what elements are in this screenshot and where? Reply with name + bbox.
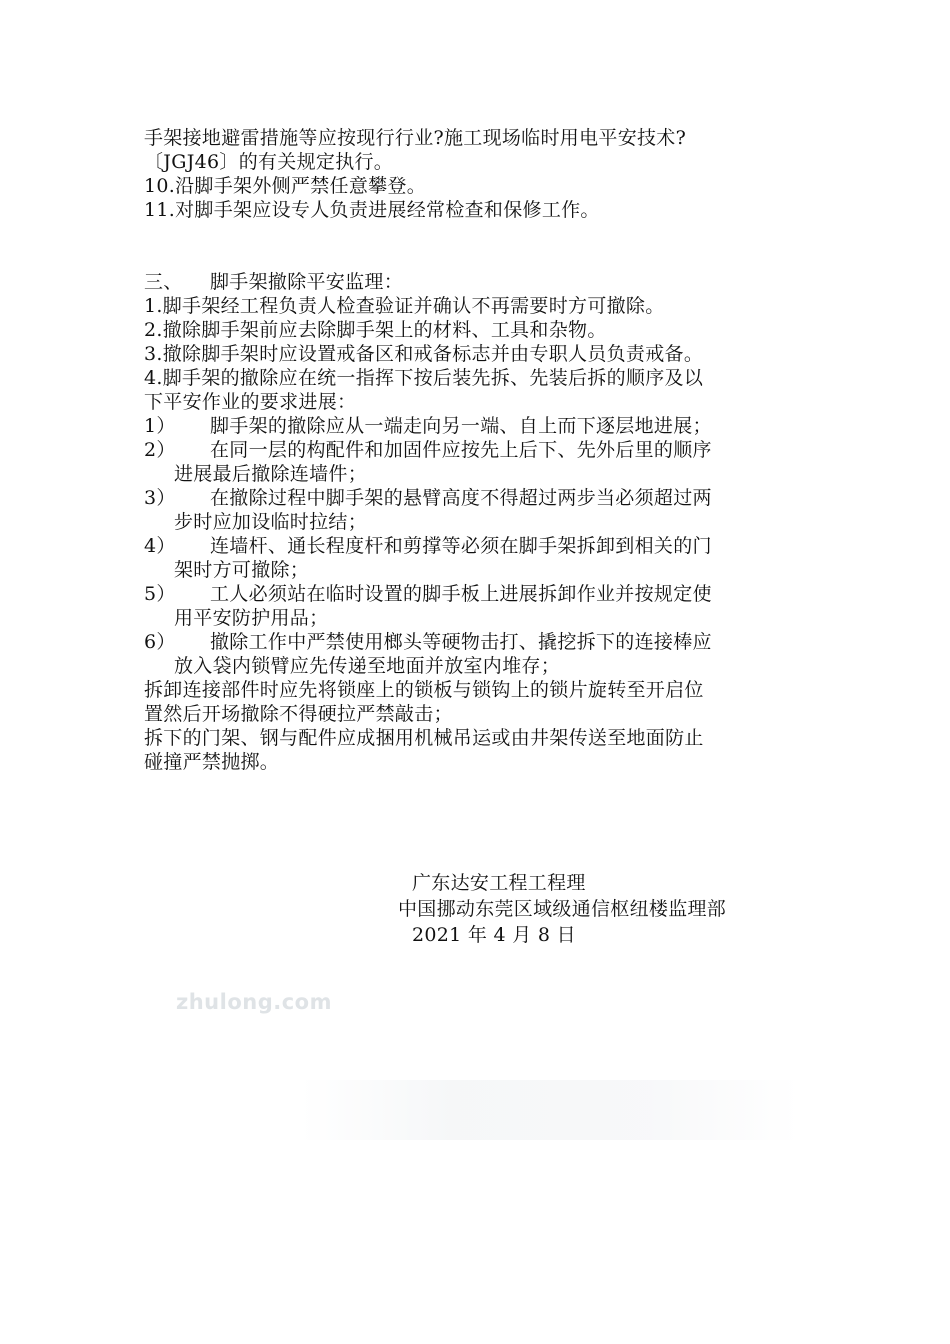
sub-item-number: 6） [144,631,176,653]
numbered-item: 4.脚手架的撤除应在统一指挥下按后装先拆、先装后拆的顺序及以 [144,367,704,389]
sub-item-continuation: 进展最后撤除连墙件； [174,463,368,485]
section-heading [144,270,814,294]
sub-item-number: 2） [144,439,176,461]
watermark-logo: zhulong.com [176,990,332,1014]
sub-item [144,582,814,606]
sub-item [144,486,814,510]
text-line: 拆卸连接部件时应先将锁座上的锁板与锁钩上的锁片旋转至开启位 [144,679,704,701]
text-line: 手架接地避雷措施等应按现行行业?施工现场临时用电平安技术? [144,127,687,149]
sub-item-continuation: 用平安防护用品； [174,607,329,629]
sub-item-text: 脚手架的撤除应从一端走向另一端、自上而下逐层地进展； [210,415,712,437]
sub-item-text: 工人必须站在临时设置的脚手板上进展拆卸作业并按规定使 [210,583,712,605]
signature-department: 中国挪动东莞区域级通信枢纽楼监理部 [398,898,727,920]
paragraph-gap [144,222,814,270]
sub-item-number: 5） [144,583,176,605]
sub-item [144,534,814,558]
document-body [144,126,814,774]
sub-item-continuation: 放入袋内锁臂应先传递至地面并放室内堆存； [174,655,561,677]
signature-block [398,870,726,948]
text-line: 〔JGJ46〕的有关规定执行。 [144,151,394,173]
text-line: 11.对脚手架应设专人负责进展经常检查和保修工作。 [144,199,600,221]
signature-date: 2021 年 4 月 8 日 [412,924,576,946]
sub-item-number: 3） [144,487,176,509]
sub-item-continuation: 架时方可撤除； [174,559,310,581]
numbered-item: 1.脚手架经工程负责人检查验证并确认不再需要时方可撤除。 [144,295,665,317]
sub-item-number: 4） [144,535,176,557]
section-number: 三、 [144,271,183,293]
numbered-item: 3.撤除脚手架时应设置戒备区和戒备标志并由专职人员负责戒备。 [144,343,704,365]
sub-item-text: 连墙杆、通长程度杆和剪撑等必须在脚手架拆卸到相关的门 [210,535,712,557]
numbered-item: 2.撤除脚手架前应去除脚手架上的材料、工具和杂物。 [144,319,607,341]
text-line: 置然后开场撤除不得硬拉严禁敲击； [144,703,453,725]
sub-item-number: 1） [144,415,176,437]
numbered-item-continuation: 下平安作业的要求进展： [144,391,357,413]
signature-company: 广东达安工程工程理 [412,872,586,894]
faint-watermark-band [300,1080,800,1140]
text-line: 10.沿脚手架外侧严禁任意攀登。 [144,175,427,197]
sub-item [144,630,814,654]
sub-item [144,414,814,438]
sub-item-text: 在同一层的构配件和加固件应按先上后下、先外后里的顺序 [210,439,712,461]
sub-item [144,438,814,462]
sub-item-continuation: 步时应加设临时拉结； [174,511,368,533]
text-line: 拆下的门架、钢与配件应成捆用机械吊运或由井架传送至地面防止 [144,727,704,749]
section-title: 脚手架撤除平安监理： [210,271,404,293]
sub-item-text: 撤除工作中严禁使用榔头等硬物击打、撬挖拆下的连接棒应 [210,631,712,653]
sub-item-text: 在撤除过程中脚手架的悬臂高度不得超过两步当必须超过两 [210,487,712,509]
text-line: 碰撞严禁抛掷。 [144,751,280,773]
